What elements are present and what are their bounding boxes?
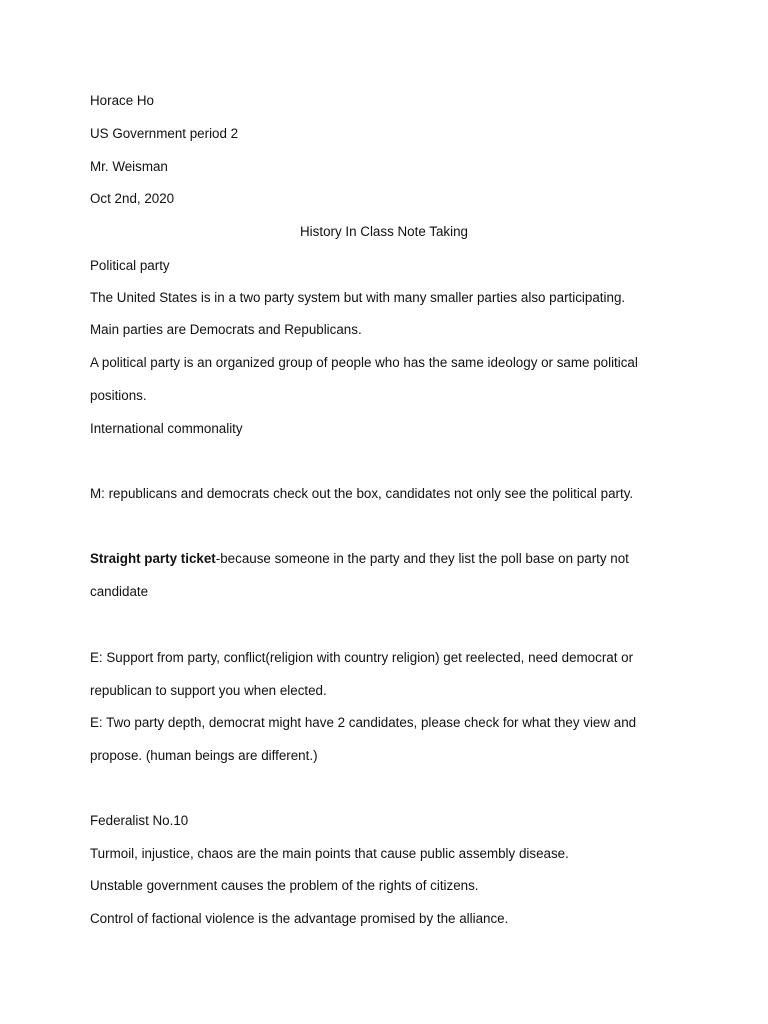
paragraph-line: International commonality <box>90 421 243 436</box>
straight-party-ticket-term: Straight party ticket <box>90 551 216 566</box>
section-heading-federalist: Federalist No.10 <box>90 813 189 828</box>
paragraph-line: The United States is in a two party system but with many smaller parties also participating. <box>90 290 626 305</box>
e-note-line: E: Two party depth, democrat might have 2 candidates, please check for what they view and <box>90 715 637 730</box>
paragraph-line: Unstable government causes the problem of the rights of citizens. <box>90 878 479 893</box>
teacher-name: Mr. Weisman <box>90 159 168 174</box>
e-note-line: propose. (human beings are different.) <box>90 748 318 763</box>
paragraph-line: A political party is an organized group of people who has the same ideology or same political <box>90 355 638 370</box>
course-name: US Government period 2 <box>90 126 239 141</box>
document-date: Oct 2nd, 2020 <box>90 191 175 206</box>
paragraph-line: Turmoil, injustice, chaos are the main points that cause public assembly disease. <box>90 846 569 861</box>
paragraph-line: candidate <box>90 584 149 599</box>
paragraph-line: positions. <box>90 388 147 403</box>
paragraph-line: Control of factional violence is the advantage promised by the alliance. <box>90 911 509 926</box>
document-title: History In Class Note Taking <box>300 224 468 239</box>
section-heading-political-party: Political party <box>90 258 170 273</box>
e-note-line: E: Support from party, conflict(religion with country religion) get reelected, need democrat or <box>90 650 634 665</box>
straight-party-ticket-definition: -because someone in the party and they list the poll base on party not <box>215 551 629 566</box>
straight-party-ticket-paragraph <box>90 551 629 567</box>
paragraph-line: Main parties are Democrats and Republicans. <box>90 322 362 337</box>
author-name: Horace Ho <box>90 93 155 108</box>
m-note: M: republicans and democrats check out the box, candidates not only see the political party. <box>90 486 634 501</box>
e-note-line: republican to support you when elected. <box>90 683 327 698</box>
